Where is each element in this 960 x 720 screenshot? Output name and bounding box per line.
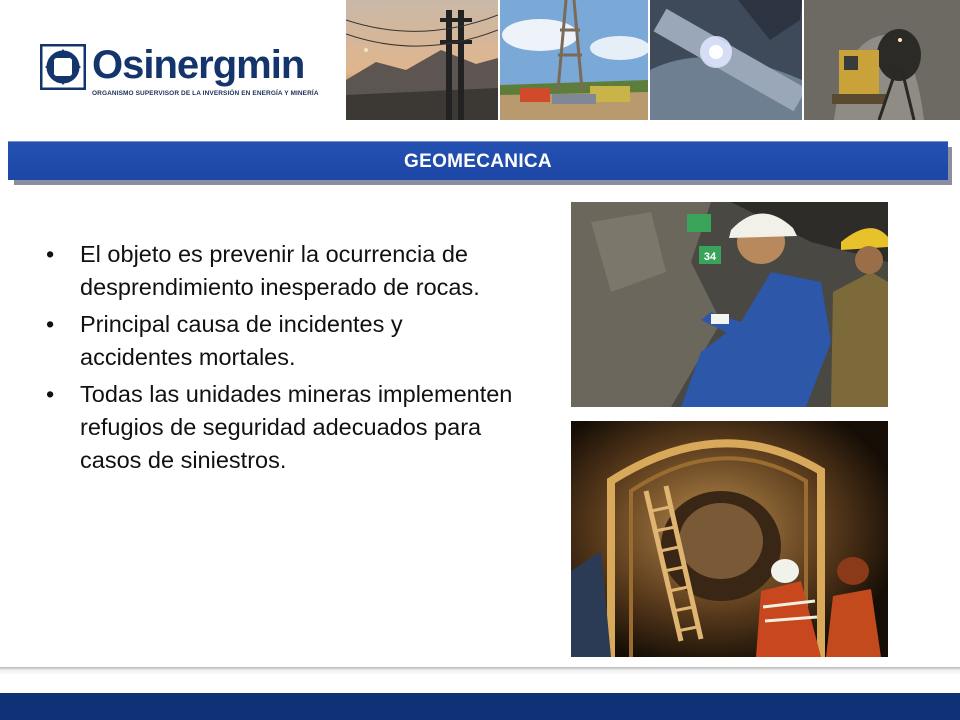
footer-bar [0, 693, 960, 720]
header [0, 0, 960, 120]
slide-title: GEOMECANICA [404, 151, 552, 172]
welding-photo [648, 0, 802, 120]
bullet-text: Principal causa de incidentes y accidentes mortales. [80, 311, 403, 370]
bullet-item [46, 308, 516, 374]
bullet-list [46, 238, 516, 481]
miner-inspection-photo [571, 202, 888, 407]
bullet-symbol: • [46, 311, 55, 337]
header-photo-strip [346, 0, 960, 120]
brand-name: Osinergmin [92, 43, 305, 87]
power-lines-photo [346, 0, 498, 120]
bullet-item [46, 378, 516, 477]
drilling-rig-photo [498, 0, 648, 120]
title-bar [8, 141, 948, 180]
rock-marker-label: 34 [703, 251, 717, 263]
footer-divider [0, 667, 960, 693]
brand-tagline: ORGANISMO SUPERVISOR DE LA INVERSIÓN EN ENERGÍA Y MINERÍA [92, 90, 319, 97]
bullet-symbol: • [46, 241, 55, 267]
mine-tunnel-photo [802, 0, 960, 120]
osinergmin-logo [40, 44, 340, 104]
bullet-text: Todas las unidades mineras implementen refugios de seguridad adecuados para casos de siniestros. [80, 381, 513, 473]
bullet-text: El objeto es prevenir la ocurrencia de desprendimiento inesperado de rocas. [80, 241, 480, 300]
timbered-tunnel-photo [571, 421, 888, 657]
logo-mark-icon [40, 44, 86, 90]
bullet-symbol: • [46, 381, 55, 407]
bullet-item [46, 238, 516, 304]
